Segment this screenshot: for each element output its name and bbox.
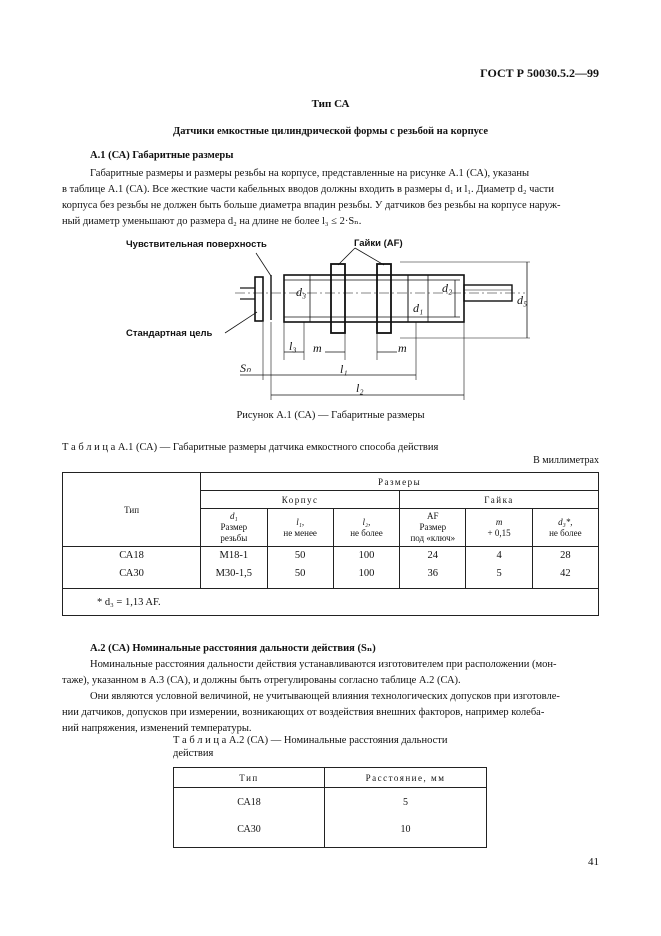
label-d3: d₃ xyxy=(296,285,307,299)
label-nuts: Гайки (AF) xyxy=(354,238,403,249)
label-sensing-face: Чувствительная поверхность xyxy=(126,239,267,250)
a1-paragraph xyxy=(62,166,598,230)
col-body-header: Корпус xyxy=(201,491,400,509)
table-row: СА30 М30-1,5 50 100 36 5 42 xyxy=(63,565,599,583)
col-af: AF Размер под «ключ» xyxy=(400,509,466,547)
a2-line-5: ний напряжения, изменений температуры. xyxy=(62,723,252,734)
label-l3: l₃ xyxy=(289,339,297,353)
col-d1: d₁ Размер резьбы xyxy=(201,509,267,547)
distances-table xyxy=(173,767,487,848)
table-row: СА18 М18-1 50 100 24 4 28 xyxy=(63,547,599,565)
a1-line-4: ный диаметр уменьшают до размера d₂ на длине не более l₃ ≤ 2·Sₙ. xyxy=(62,216,362,227)
label-d1: d₁ xyxy=(413,301,424,315)
label-d2: d₂ xyxy=(442,281,453,295)
a2-paragraph xyxy=(62,657,598,737)
label-l1: l₁ xyxy=(340,362,348,376)
label-d5: d₅ xyxy=(517,293,528,307)
figure-caption: Рисунок А.1 (СА) — Габаритные размеры xyxy=(236,410,425,421)
label-m-left: m xyxy=(313,341,322,355)
col-m: m + 0,15 xyxy=(466,509,532,547)
section-title: Тип СА xyxy=(311,98,350,110)
table-row: СА30 10 xyxy=(174,812,487,848)
col-l1: l₁, не менее xyxy=(267,509,333,547)
label-m-right: m xyxy=(398,341,407,355)
col-d3: d₃*, не более xyxy=(532,509,598,547)
table2-title: Т а б л и ц а А.2 (СА) — Номинальные расстояния дальности действия xyxy=(173,735,448,759)
col-nut-header: Гайка xyxy=(400,491,599,509)
a1-line-2: в таблице А.1 (СА). Все жесткие части кабельных вводов должны входить в размеры d₁ и l₁. Диаметр d₂ части xyxy=(62,184,554,195)
table1-units: В миллиметрах xyxy=(533,455,599,466)
a1-line-1: Габаритные размеры и размеры резьбы на корпусе, представленные на рисунке А.1 (СА), указаны xyxy=(90,168,530,179)
document-code: ГОСТ Р 50030.5.2—99 xyxy=(480,66,599,80)
section-subtitle: Датчики емкостные цилиндрической формы с резьбой на корпусе xyxy=(173,126,488,137)
table1-footnote: * d₃ = 1,13 AF. xyxy=(63,589,599,616)
col-type-header: Тип xyxy=(63,473,201,547)
col-type-header: Тип xyxy=(174,768,325,788)
dimensions-table xyxy=(62,472,599,616)
col-sizes-header: Размеры xyxy=(201,473,599,491)
col-l2: l₂, не более xyxy=(333,509,399,547)
a2-line-2: таже), указанном в А.3 (СА), и должны быть отрегулированы согласно таблице А.2 (СА). xyxy=(62,675,461,686)
label-sn: Sₙ xyxy=(240,361,251,375)
a2-line-1: Номинальные расстояния дальности действия устанавливаются изготовителем при расположении (мон- xyxy=(90,659,557,670)
a2-line-3: Они являются условной величиной, не учитывающей влияния технологических допусков при изготовле- xyxy=(90,691,560,702)
a1-line-3: корпуса без резьбы не должен быть больше диаметра впадин резьбы. У датчиков без резьбы на корпусе наруж- xyxy=(62,200,561,211)
table1-title: Т а б л и ц а А.1 (СА) — Габаритные размеры датчика емкостного способа действия xyxy=(62,442,439,453)
dimension-drawing xyxy=(0,230,661,405)
a2-heading: А.2 (СА) Номинальные расстояния дальности действия (Sₙ) xyxy=(90,643,376,654)
page-number: 41 xyxy=(588,856,599,868)
col-distance-header: Расстояние, мм xyxy=(325,768,487,788)
a1-heading: А.1 (СА) Габаритные размеры xyxy=(90,150,234,161)
label-standard-target: Стандартная цель xyxy=(126,328,213,339)
label-l2: l₂ xyxy=(356,381,364,395)
table-row: СА18 5 xyxy=(174,788,487,812)
a2-line-4: нии датчиков, допусков при измерении, возникающих от воздействия внешних факторов, например колеба- xyxy=(62,707,545,718)
